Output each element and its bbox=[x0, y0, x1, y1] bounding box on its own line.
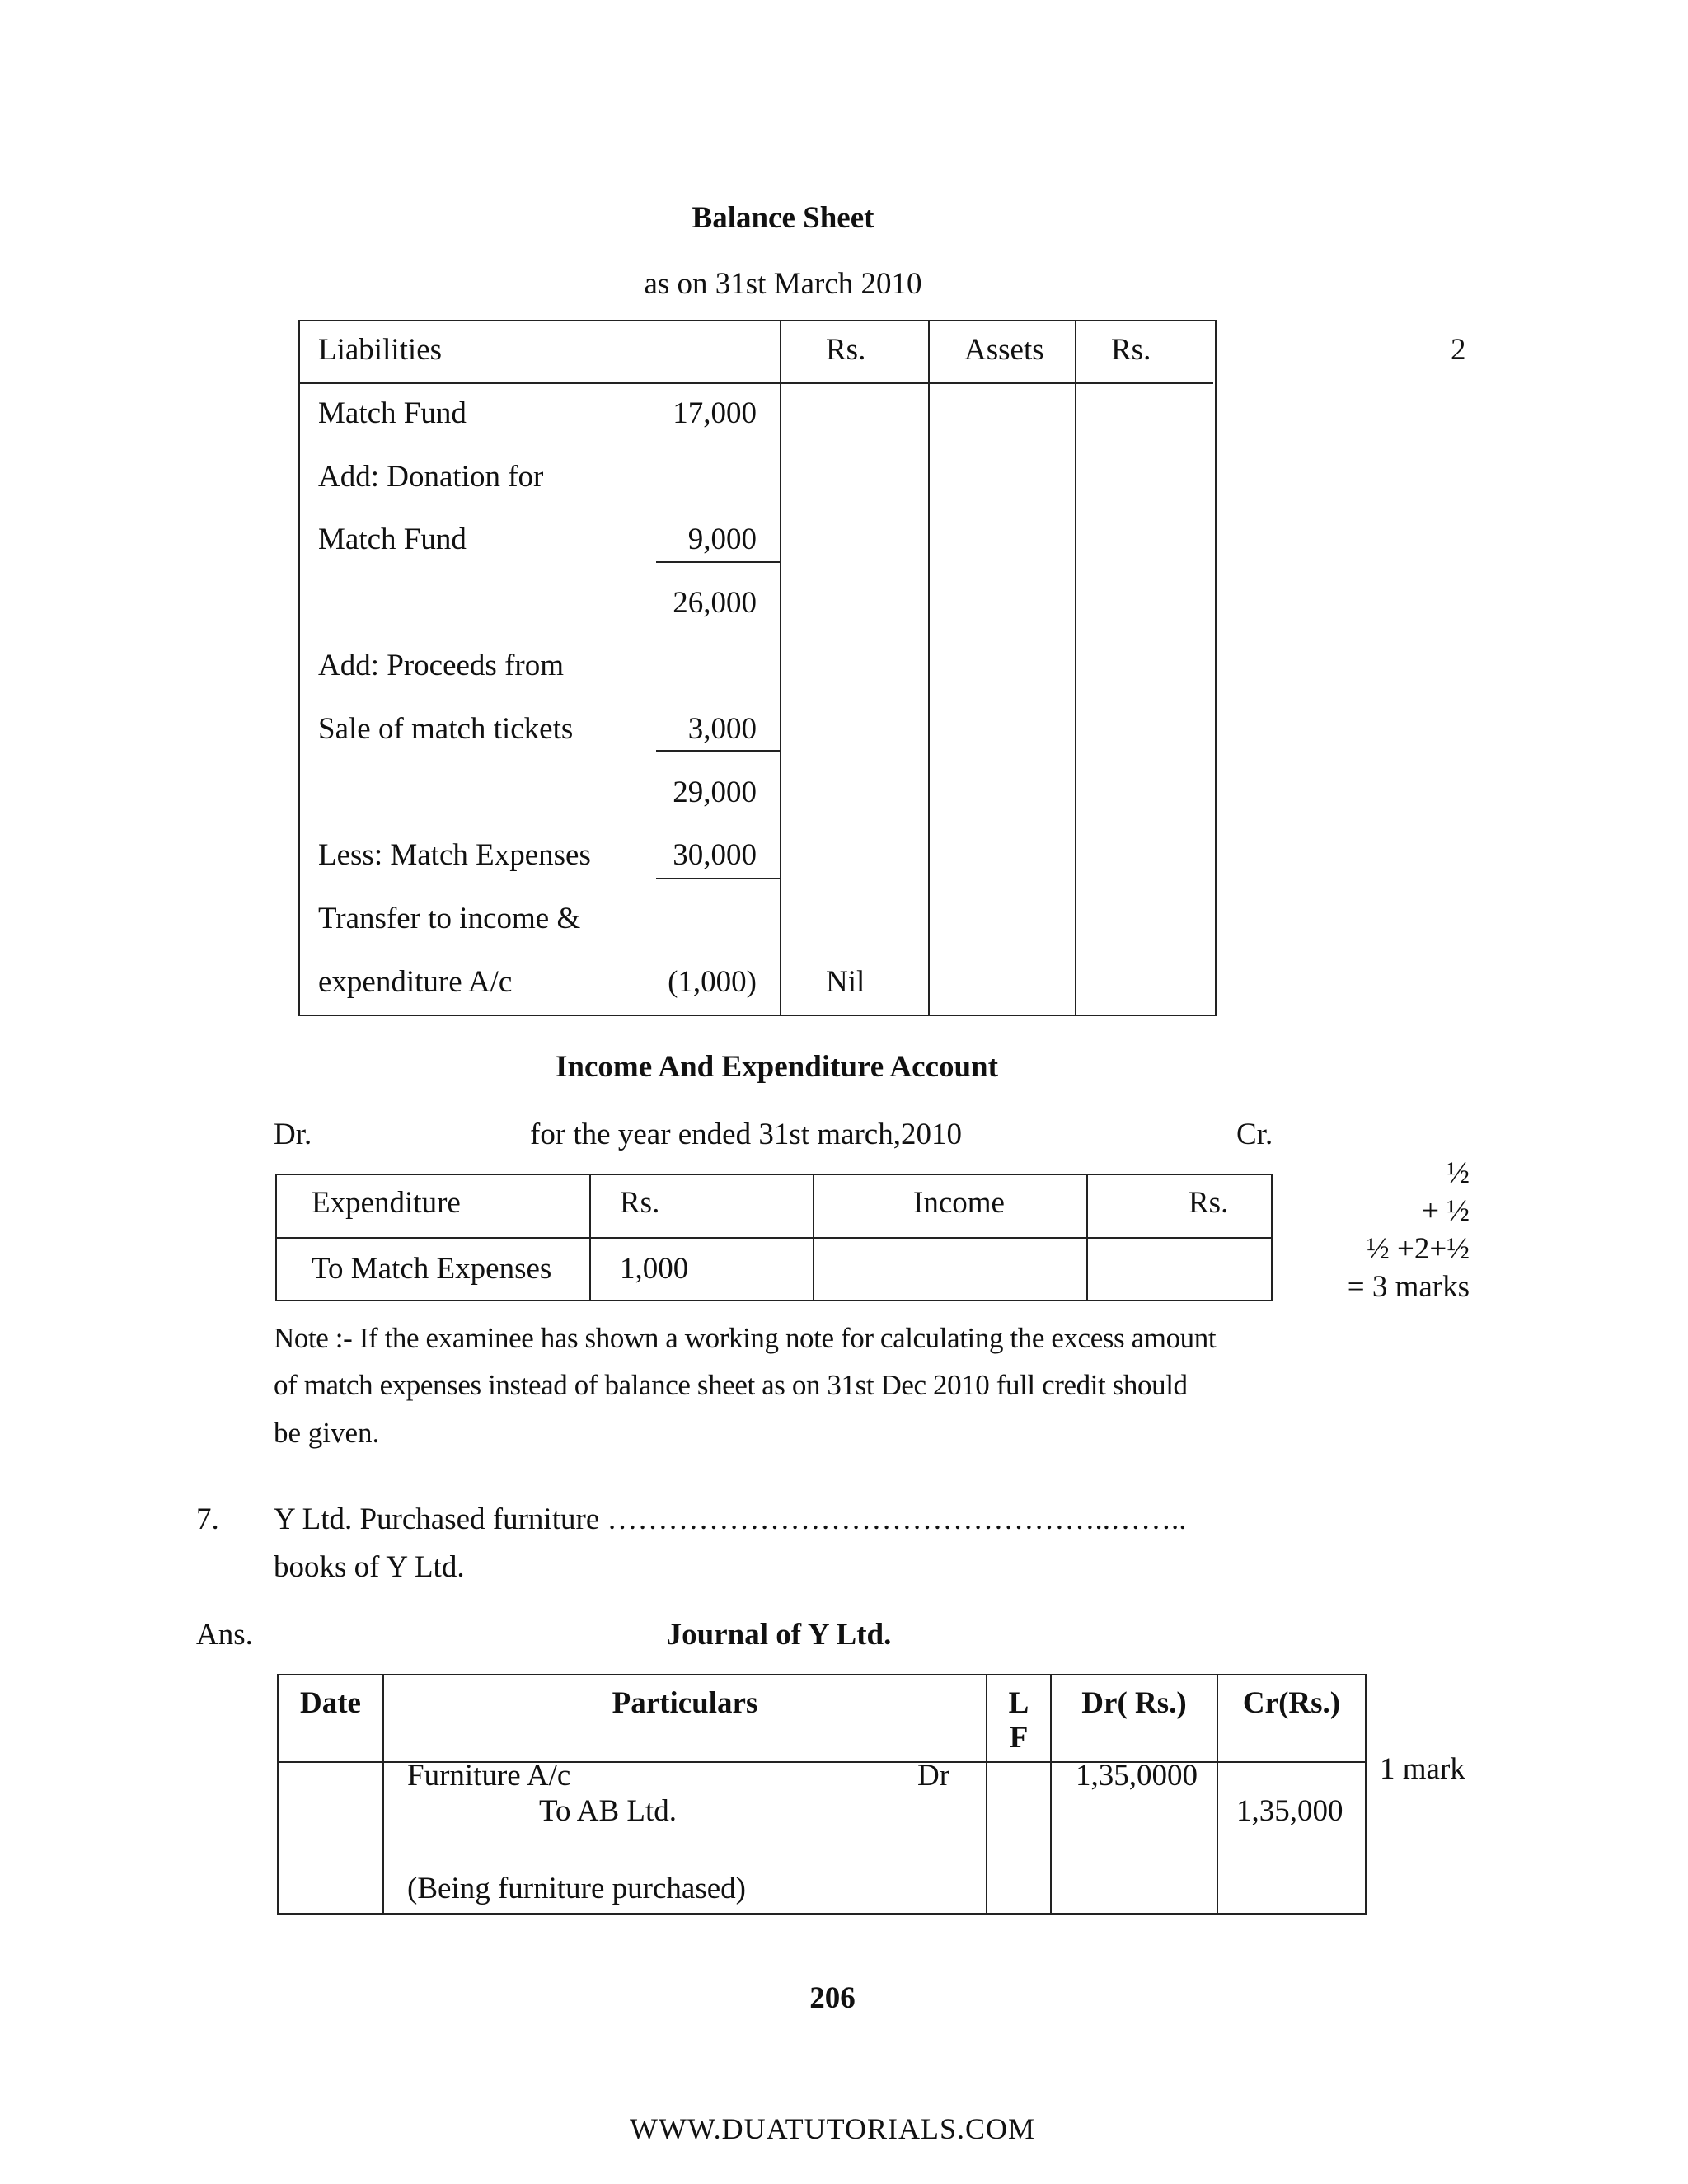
ie-title: Income And Expenditure Account bbox=[556, 1050, 998, 1084]
row-amount: 3,000 bbox=[687, 712, 757, 746]
page-number: 206 bbox=[809, 1981, 856, 2015]
row-label: Sale of match tickets bbox=[318, 712, 574, 746]
header-particulars: Particulars bbox=[612, 1686, 758, 1720]
ie-period: for the year ended 31st march,2010 bbox=[530, 1118, 962, 1151]
header-lf-f: F bbox=[1009, 1721, 1029, 1755]
credit-account: To AB Ltd. bbox=[539, 1794, 678, 1828]
row-label: Transfer to income & bbox=[318, 902, 581, 935]
expenditure-amount: 1,000 bbox=[620, 1252, 689, 1286]
row-amount: 9,000 bbox=[687, 523, 757, 556]
row-amount: 26,000 bbox=[673, 586, 757, 620]
row-amount: 29,000 bbox=[673, 776, 757, 809]
ie-marks-line: ½ bbox=[1447, 1156, 1470, 1190]
row-label: Match Fund bbox=[318, 523, 467, 556]
question-text: Y Ltd. Purchased furniture …………………………………………..…….. bbox=[274, 1502, 1187, 1536]
row-label: Add: Donation for bbox=[318, 460, 544, 494]
dr-marker: Dr bbox=[917, 1759, 950, 1793]
header-income: Income bbox=[913, 1186, 1005, 1220]
row-amount: 17,000 bbox=[673, 396, 757, 430]
header-liabilities: Liabilities bbox=[318, 333, 443, 367]
row-label: Less: Match Expenses bbox=[318, 838, 591, 872]
cr-amount: 1,35,000 bbox=[1236, 1794, 1343, 1828]
header-rs-income: Rs. bbox=[1189, 1186, 1229, 1220]
header-lf-l: L bbox=[1008, 1686, 1029, 1720]
row-amount: (1,000) bbox=[668, 965, 757, 999]
row-label: expenditure A/c bbox=[318, 965, 513, 999]
expenditure-item: To Match Expenses bbox=[312, 1252, 552, 1286]
header-expenditure: Expenditure bbox=[312, 1186, 461, 1220]
ie-marks-line: + ½ bbox=[1422, 1194, 1470, 1228]
header-cr: Cr(Rs.) bbox=[1242, 1686, 1341, 1720]
dr-amount: 1,35,0000 bbox=[1076, 1759, 1198, 1793]
note-line: Note :- If the examinee has shown a working note for calculating the excess amount bbox=[274, 1322, 1217, 1354]
ie-marks-line: ½ +2+½ bbox=[1367, 1232, 1470, 1266]
header-rs-assets: Rs. bbox=[1111, 333, 1151, 367]
ie-cr: Cr. bbox=[1236, 1118, 1273, 1151]
journal-marks: 1 mark bbox=[1380, 1752, 1465, 1786]
ie-dr: Dr. bbox=[274, 1118, 312, 1151]
question-number: 7. bbox=[196, 1502, 219, 1536]
journal-title: Journal of Y Ltd. bbox=[666, 1618, 892, 1652]
final-value: Nil bbox=[826, 965, 865, 999]
note-line: of match expenses instead of balance sheet as on 31st Dec 2010 full credit should bbox=[274, 1369, 1188, 1401]
footer-url[interactable]: WWW.DUATUTORIALS.COM bbox=[630, 2112, 1035, 2145]
balance-sheet-marks: 2 bbox=[1451, 333, 1466, 367]
row-amount: 30,000 bbox=[673, 838, 757, 872]
header-assets: Assets bbox=[964, 333, 1044, 367]
header-dr: Dr( Rs.) bbox=[1081, 1686, 1187, 1720]
header-date: Date bbox=[300, 1686, 361, 1720]
narration: (Being furniture purchased) bbox=[407, 1872, 746, 1905]
row-label: Add: Proceeds from bbox=[318, 649, 564, 682]
debit-account: Furniture A/c bbox=[407, 1759, 571, 1793]
ie-marks-line: = 3 marks bbox=[1347, 1270, 1470, 1304]
header-rs-liabilities: Rs. bbox=[826, 333, 866, 367]
balance-sheet-subtitle: as on 31st March 2010 bbox=[644, 267, 922, 301]
balance-sheet-title: Balance Sheet bbox=[692, 201, 874, 235]
header-rs-expenditure: Rs. bbox=[620, 1186, 660, 1220]
row-label: Match Fund bbox=[318, 396, 467, 430]
question-text: books of Y Ltd. bbox=[274, 1550, 465, 1584]
answer-label: Ans. bbox=[196, 1618, 253, 1652]
note-line: be given. bbox=[274, 1417, 380, 1449]
